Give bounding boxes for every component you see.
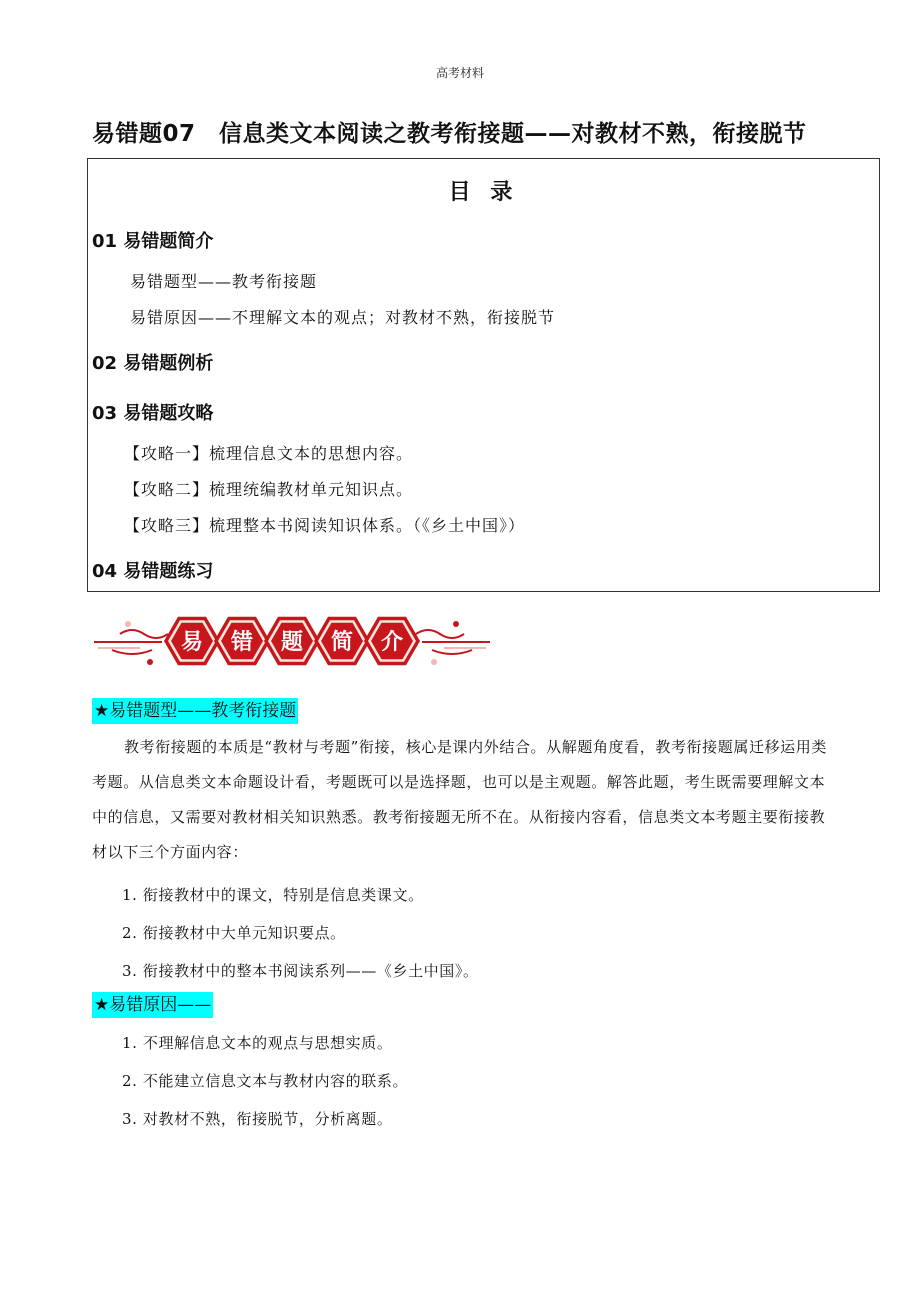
banner-char: 介: [380, 630, 404, 655]
reason-item-1: 1. 不理解信息文本的观点与思想实质。: [122, 1034, 393, 1052]
type-item-2: 2. 衔接教材中大单元知识要点。: [122, 924, 346, 942]
banner-char: 易: [180, 630, 204, 655]
reason-item-2: 2. 不能建立信息文本与教材内容的联系。: [122, 1072, 409, 1090]
type-item-1: 1. 衔接教材中的课文，特别是信息类课文。: [122, 886, 424, 904]
page-title: 易错题07 信息类文本阅读之教考衔接题——对教材不熟，衔接脱节: [92, 121, 807, 147]
toc-line-type: 易错题型——教考衔接题: [130, 272, 318, 291]
ornament-dot: [125, 621, 131, 627]
toc-section-intro: 01 易错题简介: [92, 231, 214, 252]
section-banner: [92, 612, 492, 670]
type-paragraph: 教考衔接题的本质是“教材与考题”衔接，核心是课内外结合。从解题角度看，教考衔接题属迁移运用类考题。从信息类文本命题设计看，考题既可以是选择题，也可以是主观题。解答此题，考生既需要理解文本中的信息，又需要对教材相关知识熟悉。教考衔接题无所不在。从衔接内容看，信息类文本考题主要衔接教材以下三个方面内容：: [92, 738, 827, 861]
reason-item-3: 3. 对教材不熟，衔接脱节，分析离题。: [122, 1110, 393, 1128]
toc-strategy-2: 【攻略二】梳理统编教材单元知识点。: [124, 480, 414, 499]
reason-heading: ★易错原因——: [92, 992, 213, 1018]
toc-section-examples: 02 易错题例析: [92, 353, 214, 374]
toc-section-strategy: 03 易错题攻略: [92, 403, 214, 424]
ornament-dot: [147, 659, 153, 665]
toc-heading: 目 录: [448, 180, 519, 205]
right-ornament: [416, 630, 490, 654]
toc-strategy-3: 【攻略三】梳理整本书阅读知识体系。（《乡土中国》）: [124, 516, 526, 535]
header-note: 高考材料: [435, 66, 484, 80]
type-heading: ★易错题型——教考衔接题: [92, 698, 298, 724]
banner-char: 题: [280, 630, 304, 655]
ornament-dot: [431, 659, 437, 665]
toc-section-practice: 04 易错题练习: [92, 561, 214, 582]
toc-line-reason: 易错原因——不理解文本的观点；对教材不熟，衔接脱节: [130, 308, 556, 327]
table-of-contents: [87, 158, 880, 592]
type-item-3: 3. 衔接教材中的整本书阅读系列——《乡土中国》。: [122, 962, 479, 980]
ornament-dot: [453, 621, 459, 627]
banner-char: 错: [230, 630, 254, 655]
left-ornament: [94, 630, 168, 654]
banner-char: 简: [330, 630, 354, 655]
toc-strategy-1: 【攻略一】梳理信息文本的思想内容。: [124, 444, 414, 463]
